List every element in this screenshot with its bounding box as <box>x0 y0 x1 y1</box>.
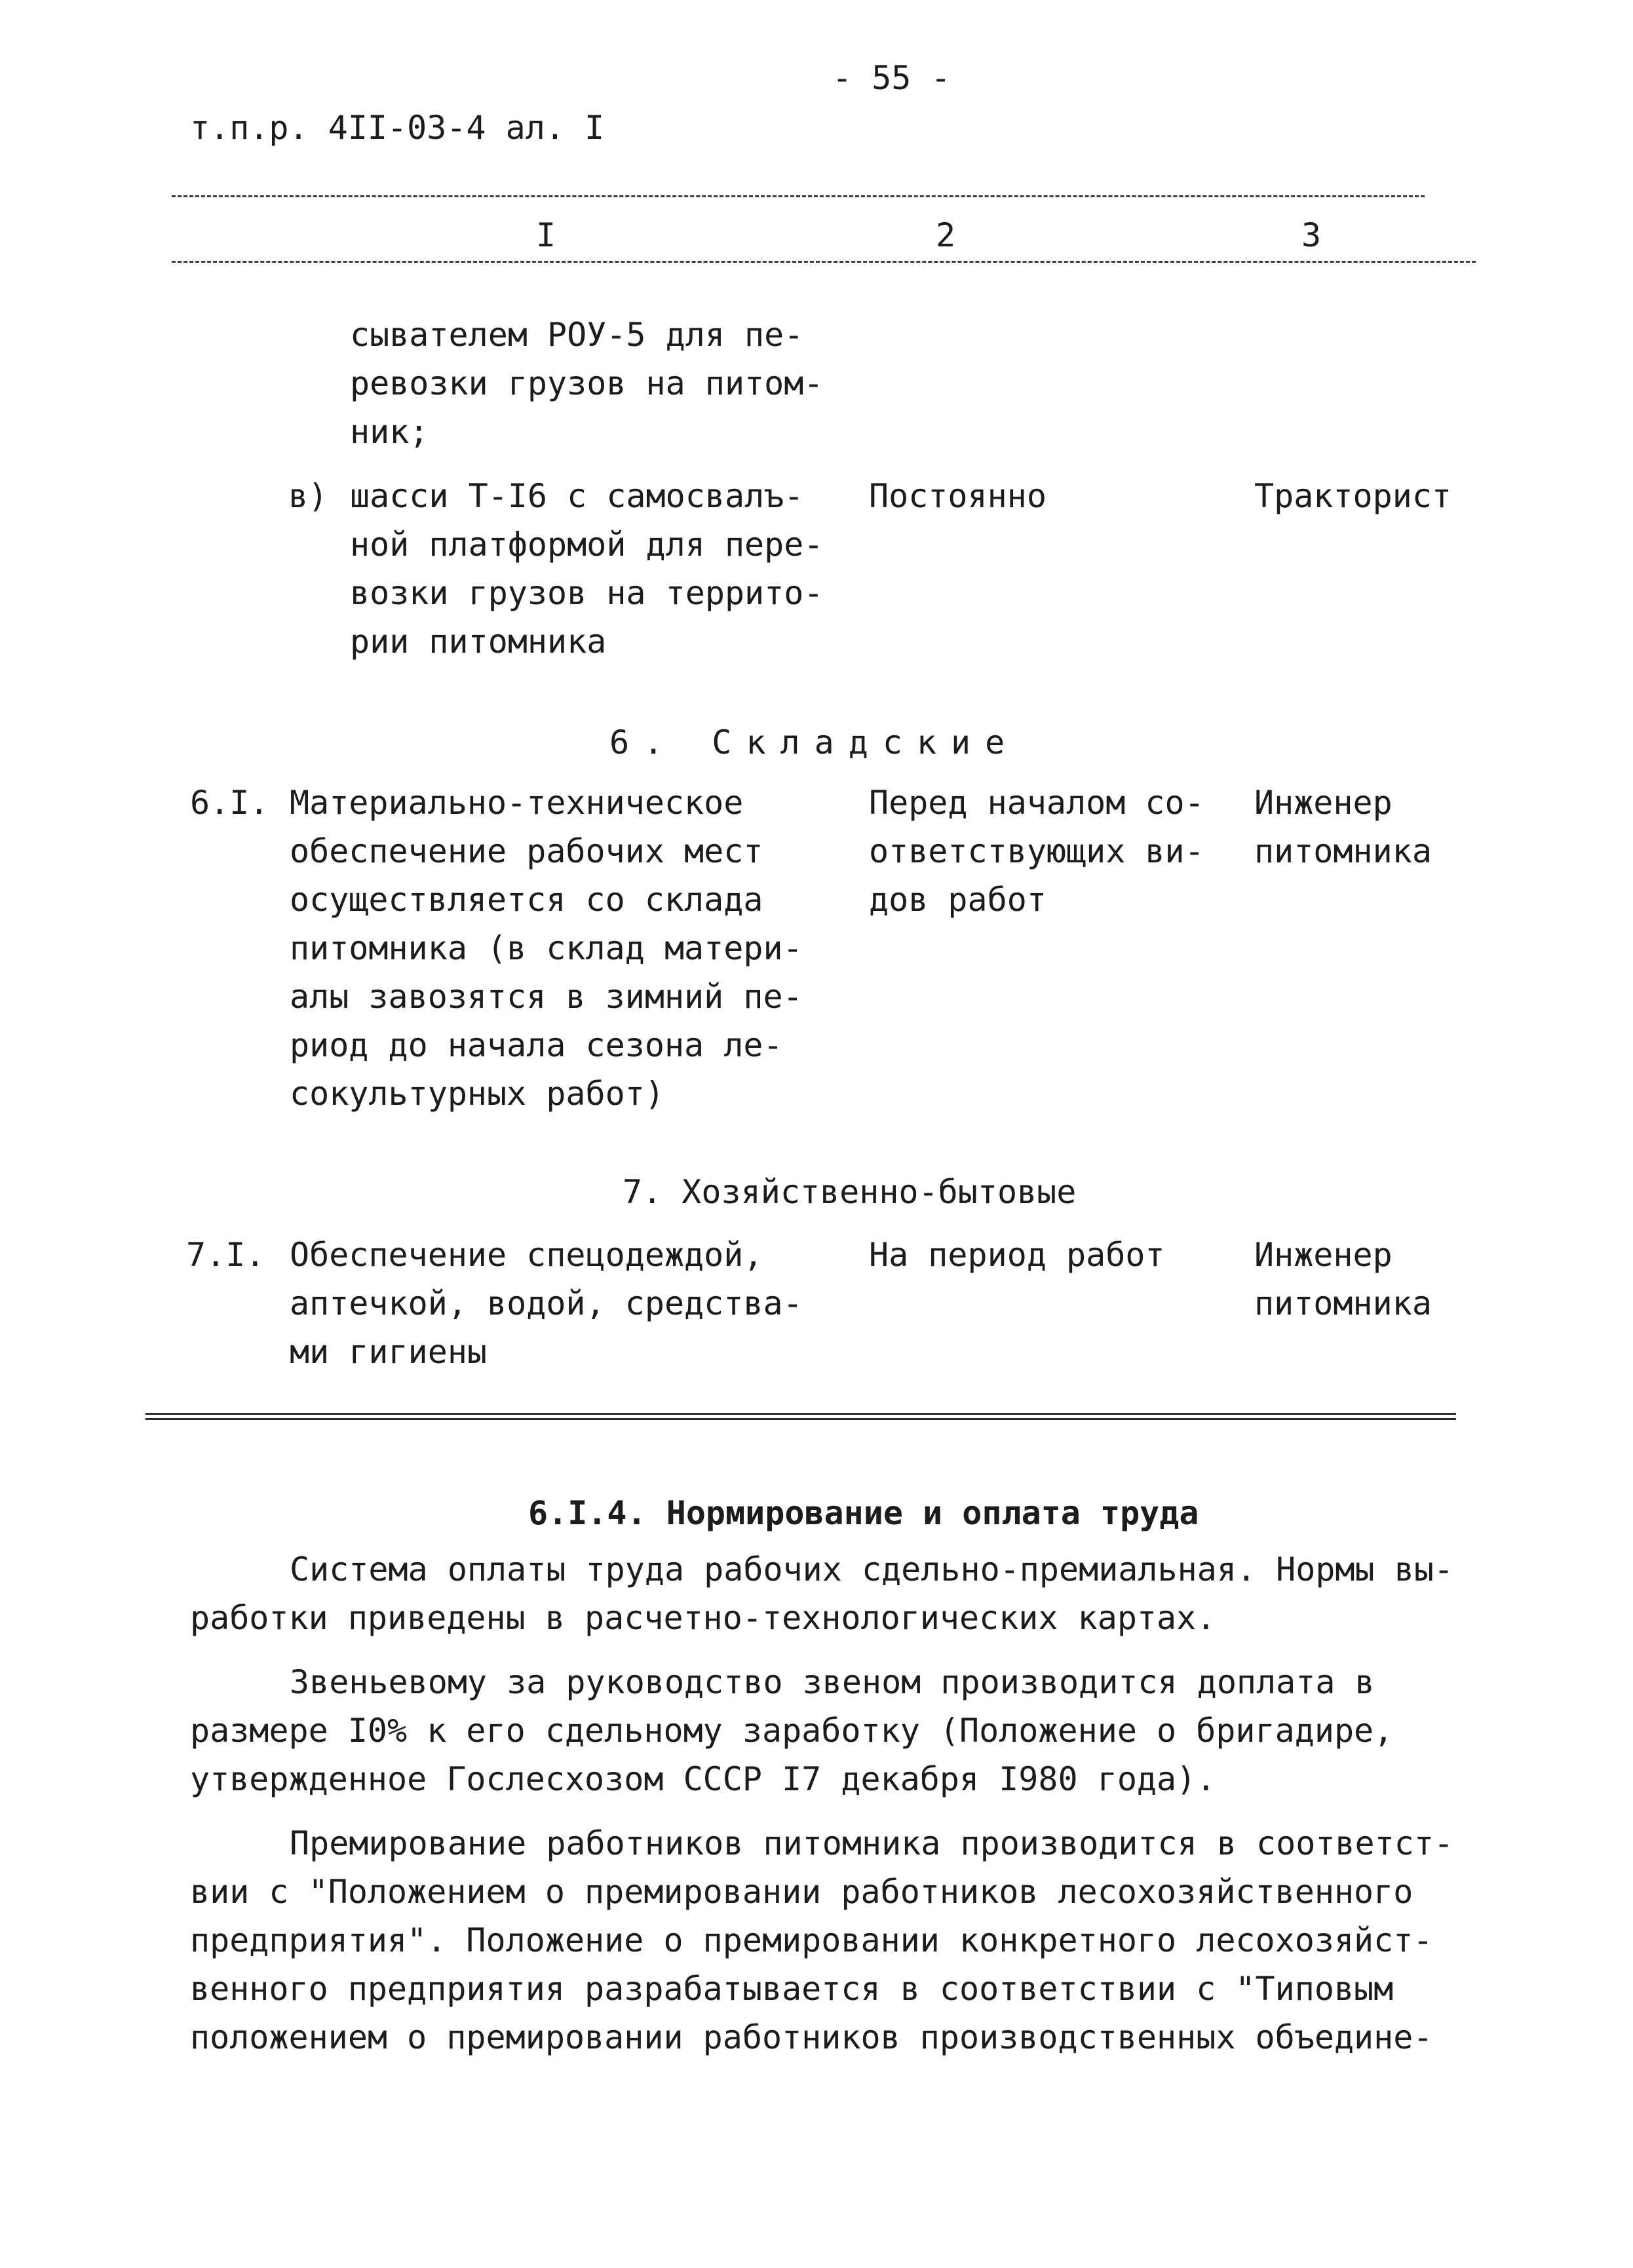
paragraph-3-line: Премирование работников питомника производится в соответст- <box>290 1824 1454 1862</box>
row-v-line: шасси Т-I6 с самосвалъ- <box>350 477 804 515</box>
row-6-1-period-line: дов работ <box>869 881 1047 919</box>
paragraph-3-line: предприятия". Положение о премировании конкретного лесохозяйст- <box>190 1921 1433 1959</box>
row-v-line: рии питомника <box>350 623 607 661</box>
row-v-description <box>350 472 823 666</box>
row-v-number: в) <box>288 477 328 515</box>
paragraph-1-line: работки приведены в расчетно-технологических картах. <box>190 1599 1216 1637</box>
row-7-1-line: ми гигиены <box>290 1333 488 1371</box>
continuation-line: ревозки грузов на питом- <box>350 364 824 402</box>
paragraph-2-line: утвержденное Гослесхозом СССР I7 декабря I980 года). <box>190 1760 1216 1798</box>
row-6-1-line: Материально-техническое <box>290 784 744 822</box>
row-6-1-line: питомника (в склад матери- <box>290 929 803 967</box>
document-reference: т.п.р. 4II-03-4 ал. I <box>190 109 605 147</box>
row-6-1-line: алы завозятся в зимний пе- <box>290 978 803 1016</box>
row-v-responsible: Тракторист <box>1254 477 1452 515</box>
table-bottom-rule <box>145 1413 1456 1415</box>
row-6-1-line: риод до начала сезона ле- <box>290 1026 783 1064</box>
row-6-1-period-line: ответствующих ви- <box>869 832 1204 870</box>
row-7-1-responsible <box>1254 1231 1432 1328</box>
row-6-1-period-line: Перед началом со- <box>869 784 1204 822</box>
row-v-period: Постоянно <box>869 477 1047 515</box>
paragraph-3-line: венного предприятия разрабатывается в соответствии с "Типовым <box>190 1970 1394 2008</box>
paragraph-2-line: размере I0% к его сдельному заработку (Положение о бригадире, <box>190 1712 1394 1750</box>
paragraph-2 <box>190 1658 1468 1803</box>
table-top-rule <box>172 195 1425 197</box>
row-6-1-number: 6.I. <box>190 784 269 822</box>
row-7-1-period: На период работ <box>869 1236 1165 1274</box>
row-6-1-period <box>869 778 1204 924</box>
row-7-1-line: Обеспечение спецодеждой, <box>290 1236 763 1274</box>
row-7-1-responsible-line: Инженер <box>1254 1236 1393 1274</box>
row-v-line: ной платформой для пере- <box>350 526 824 564</box>
paragraph-1 <box>190 1545 1468 1642</box>
paragraph-3 <box>190 1819 1468 2062</box>
section-6-title: 6. Складские <box>609 723 1020 761</box>
row-v-line: возки грузов на террито- <box>350 574 824 612</box>
page-number: - 55 - <box>832 59 951 97</box>
paragraph-2-line: Звеньевому за руководство звеном производится доплата в <box>290 1663 1375 1701</box>
row-6-1-description <box>290 778 803 1118</box>
section-7-title: 7. Хозяйственно-бытовые <box>623 1173 1077 1211</box>
continuation-text <box>350 311 823 456</box>
column-header-1: I <box>536 216 556 254</box>
row-6-1-line: сокультурных работ) <box>290 1075 664 1113</box>
row-6-1-line: осуществляется со склада <box>290 881 763 919</box>
row-7-1-description <box>290 1231 803 1376</box>
row-6-1-responsible-line: питомника <box>1254 832 1432 870</box>
column-header-2: 2 <box>936 216 956 254</box>
row-6-1-line: обеспечение рабочих мест <box>290 832 763 870</box>
row-7-1-responsible-line: питомника <box>1254 1284 1432 1322</box>
paragraph-1-line: Система оплаты труда рабочих сдельно-премиальная. Нормы вы- <box>290 1550 1454 1588</box>
continuation-line: сывателем РОУ-5 для пе- <box>350 316 804 354</box>
row-6-1-responsible-line: Инженер <box>1254 784 1393 822</box>
section-6-1-4-title: 6.I.4. Нормирование и оплата труда <box>528 1494 1199 1532</box>
row-7-1-line: аптечкой, водой, средства- <box>290 1284 803 1322</box>
paragraph-3-line: положением о премировании работников производственных объедине- <box>190 2018 1433 2056</box>
row-6-1-responsible <box>1254 778 1432 875</box>
table-bottom-rule-second <box>145 1418 1456 1420</box>
continuation-line: ник; <box>350 413 429 451</box>
paragraph-3-line: вии с "Положением о премировании работников лесохозяйственного <box>190 1873 1413 1911</box>
table-header-rule <box>172 261 1476 263</box>
row-7-1-number: 7.I. <box>186 1236 265 1274</box>
column-header-3: 3 <box>1301 216 1322 254</box>
